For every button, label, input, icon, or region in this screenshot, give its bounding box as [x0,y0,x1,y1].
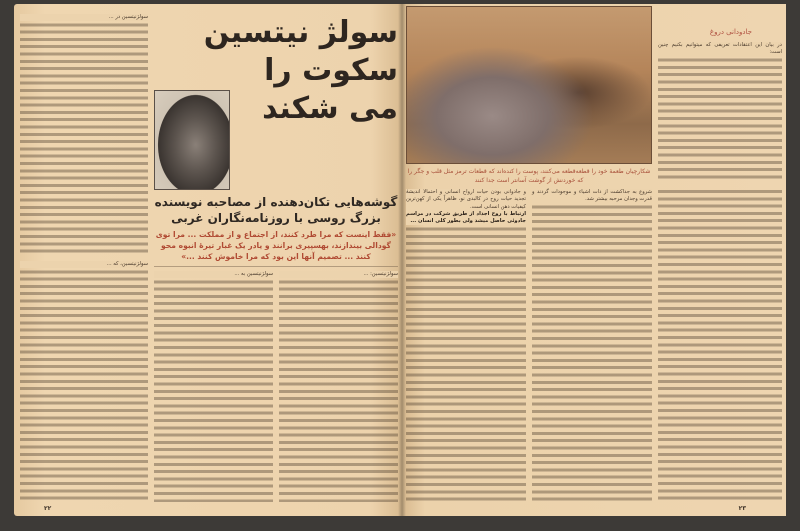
body-text: شروع به جداکشت از ذات اشیاء و موجودات گردند و قدرت وجدان مرحبه بیشتر شد. [532,189,652,203]
page-number: ۲۳ [738,505,746,512]
body-text: سولژنیتسین، که ... [20,261,148,268]
image-caption: شکارچیان طعمهٔ خود را قطعه‌قطعه می‌کنند، پوست را کنده‌اند که قطعات ترمز مثل قلب و جگر را که خوردنش از گوشت آسانتر است جدا کنند [407,168,651,184]
page-number: ۲۲ [44,505,52,512]
left-page [14,4,402,516]
body-column-3 [658,188,782,502]
lower-columns [154,271,398,502]
body-column-1 [20,261,148,502]
illustration [406,6,652,164]
headline-line-1: سولژ نیتسین سکوت را [203,15,398,88]
body-column-right-top [658,42,782,182]
divider [154,266,398,267]
body-column-2 [154,271,273,502]
body-text: سولژنیتسین در ... [20,14,148,21]
right-page [402,4,786,516]
subheading: گوشه‌هایی تکان‌دهنده از مصاحبه نویسنده بزرگ روسی با روزنامه‌نگاران غربی [154,195,398,225]
headline-photo-row [154,90,398,190]
headline-line-2: می شکند [262,91,398,126]
lower-columns [406,189,652,502]
pull-quote: «فقط اینست که مرا طرد کنند، از اجتماع و از مملکت ... مرا توی گودالی بیندازند، بهسپیری برانند و یادر یک غبار تیرهٔ انبوه محو کنند ... تصمیم آنها این بود که مرا خاموش کنند ...» [155,230,397,261]
spine-gutter [398,4,406,516]
body-text: سولژنیتسین: ... [279,271,398,278]
body-column-1 [406,189,526,502]
article-header [154,14,398,502]
body-subhead: ارتباط با روح اجداد از طریق شرکت در مراسم جادوئی حاصل میشد ولی بطور کلی انسان ... [406,210,526,225]
running-head: جادودانی دروغ [709,28,752,36]
author-portrait [154,90,230,190]
body-column-3 [279,271,398,502]
body-text: سولژنیتسین به ... [154,271,273,278]
body-column-2 [532,189,652,502]
illustration-area [406,6,652,502]
left-outer-column [20,14,148,502]
right-outer-column [658,28,782,502]
body-text: در بیان این اعتقادات تعریفی که میتوانیم بکنیم چنین است: [658,42,782,56]
body-column-left-top [20,14,148,255]
body-text: و جادوانی بودن حیات ارواح انسانی و احتمالا اندیشهٔ تجدید حیات روح در کالبدی نو، ظاهراً یکی از کهن‌ترین کیفیات ذهن انسانی است. [406,189,526,210]
